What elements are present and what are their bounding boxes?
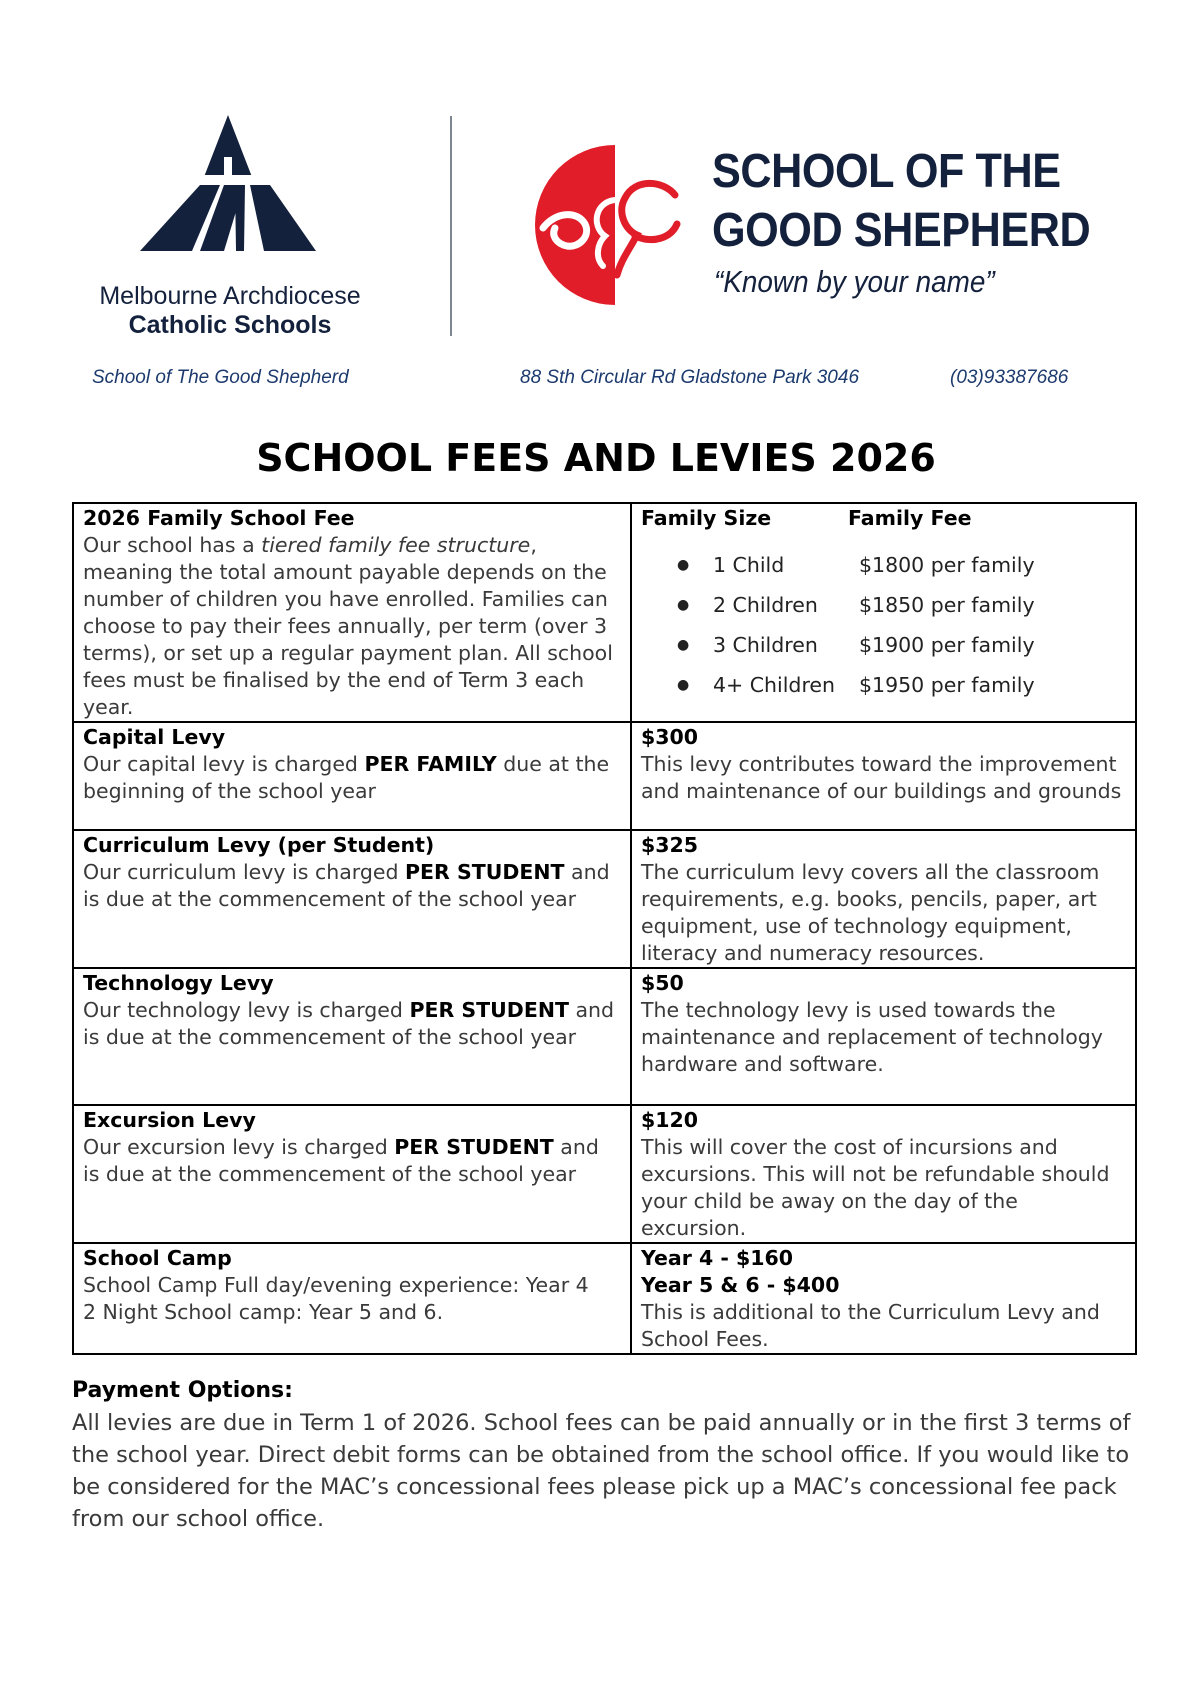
table-row — [73, 968, 1136, 1105]
family-fee-columns — [641, 505, 1126, 532]
technology-levy-amount-cell — [631, 968, 1136, 1105]
school-camp-desc-line2: 2 Night School camp: Year 5 and 6. — [83, 1300, 444, 1324]
capital-levy-note: This levy contributes toward the improvement and maintenance of our buildings and grounds — [641, 752, 1122, 803]
capital-levy-desc: Our capital levy is charged PER FAMILY due at the beginning of the school year — [83, 752, 610, 803]
table-row — [73, 503, 1136, 722]
family-fee-values-cell — [631, 503, 1136, 722]
bullet-icon: ● — [677, 677, 690, 693]
payment-options-heading: Payment Options: — [72, 1378, 293, 1403]
excursion-levy-desc: Our excursion levy is charged PER STUDENT and is due at the commencement of the school year — [83, 1135, 599, 1186]
family-fee-header: Family Fee — [848, 506, 972, 530]
school-title-line1: SCHOOL OF THE — [712, 145, 1061, 198]
list-item: ● 1 Child $1800 per family — [677, 545, 1126, 585]
header-divider — [450, 116, 452, 336]
table-row — [73, 1243, 1136, 1354]
macs-name-line1: Melbourne Archdiocese — [99, 282, 361, 310]
excursion-levy-desc-cell — [73, 1105, 631, 1243]
macs-name — [70, 282, 390, 340]
technology-levy-desc-cell — [73, 968, 631, 1105]
capital-levy-amount: $300 — [641, 725, 699, 749]
bullet-icon: ● — [677, 637, 690, 653]
curriculum-levy-desc-cell — [73, 830, 631, 968]
page-title: SCHOOL FEES AND LEVIES 2026 — [256, 436, 936, 480]
table-row — [73, 830, 1136, 968]
curriculum-levy-heading: Curriculum Levy (per Student) — [83, 833, 435, 857]
excursion-levy-amount: $120 — [641, 1108, 699, 1132]
table-row — [73, 722, 1136, 830]
technology-levy-desc: Our technology levy is charged PER STUDENT and is due at the commencement of the school year — [83, 998, 615, 1049]
payment-options-text: All levies are due in Term 1 of 2026. School fees can be paid annually or in the first 3 terms of the school year. Direct debit forms can be obtained from the school office. If you would like to be considered for the MAC’s concessional fees please pick up a MAC’s concessional fee pack from our school office. — [72, 1410, 1131, 1532]
capital-levy-heading: Capital Levy — [83, 725, 226, 749]
technology-levy-amount: $50 — [641, 971, 684, 995]
family-fee-heading: 2026 Family School Fee — [83, 506, 355, 530]
bullet-icon: ● — [677, 557, 690, 573]
bullet-icon: ● — [677, 597, 690, 613]
macs-name-line2: Catholic Schools — [128, 311, 332, 339]
list-item: ● 4+ Children $1950 per family — [677, 665, 1126, 705]
family-size-header: Family Size — [641, 506, 772, 530]
school-title-line2: GOOD SHEPHERD — [712, 204, 1091, 257]
school-phone: (03)93387686 — [950, 367, 1069, 388]
capital-levy-amount-cell — [631, 722, 1136, 830]
technology-levy-heading: Technology Levy — [83, 971, 274, 995]
excursion-levy-amount-cell — [631, 1105, 1136, 1243]
family-fee-desc: Our school has a tiered family fee structure, meaning the total amount payable depends on the number of children you have enrolled. Families can choose to pay their fees annually, per term (over 3 terms), or set up a regular payment plan. All school fees must be finalised by the end of Term 3 each year. — [83, 533, 613, 719]
table-row — [73, 1105, 1136, 1243]
school-address: 88 Sth Circular Rd Gladstone Park 3046 — [520, 367, 860, 388]
school-camp-year4-amount: Year 4 - $160 — [641, 1246, 794, 1270]
fees-table — [72, 502, 1137, 1355]
school-camp-desc-line1: School Camp Full day/evening experience: Year 4 — [83, 1273, 589, 1297]
school-title — [712, 142, 1090, 260]
list-item: ● 3 Children $1900 per family — [677, 625, 1126, 665]
school-camp-note: This is additional to the Curriculum Levy and School Fees. — [641, 1300, 1100, 1351]
curriculum-levy-amount: $325 — [641, 833, 699, 857]
curriculum-levy-note: The curriculum levy covers all the classroom requirements, e.g. books, pencils, paper, art equipment, use of technology equipment, literacy and numeracy resources. — [641, 860, 1100, 965]
family-fee-tiers — [641, 545, 1126, 705]
curriculum-levy-desc: Our curriculum levy is charged PER STUDENT and is due at the commencement of the school year — [83, 860, 610, 911]
excursion-levy-heading: Excursion Levy — [83, 1108, 256, 1132]
school-crest-logo — [525, 140, 695, 310]
school-camp-year56-amount: Year 5 & 6 - $400 — [641, 1273, 840, 1297]
curriculum-levy-amount-cell — [631, 830, 1136, 968]
macs-logo — [140, 115, 316, 263]
capital-levy-desc-cell — [73, 722, 631, 830]
school-camp-heading: School Camp — [83, 1246, 232, 1270]
school-camp-desc-cell — [73, 1243, 631, 1354]
excursion-levy-note: This will cover the cost of incursions and excursions. This will not be refundable should your child be away on the day of the excursion. — [641, 1135, 1110, 1240]
technology-levy-note: The technology levy is used towards the maintenance and replacement of technology hardware and software. — [641, 998, 1103, 1076]
family-fee-desc-cell — [73, 503, 631, 722]
school-camp-amount-cell — [631, 1243, 1136, 1354]
school-motto: “Known by your name” — [714, 264, 995, 299]
list-item: ● 2 Children $1850 per family — [677, 585, 1126, 625]
school-name-small: School of The Good Shepherd — [92, 367, 349, 388]
